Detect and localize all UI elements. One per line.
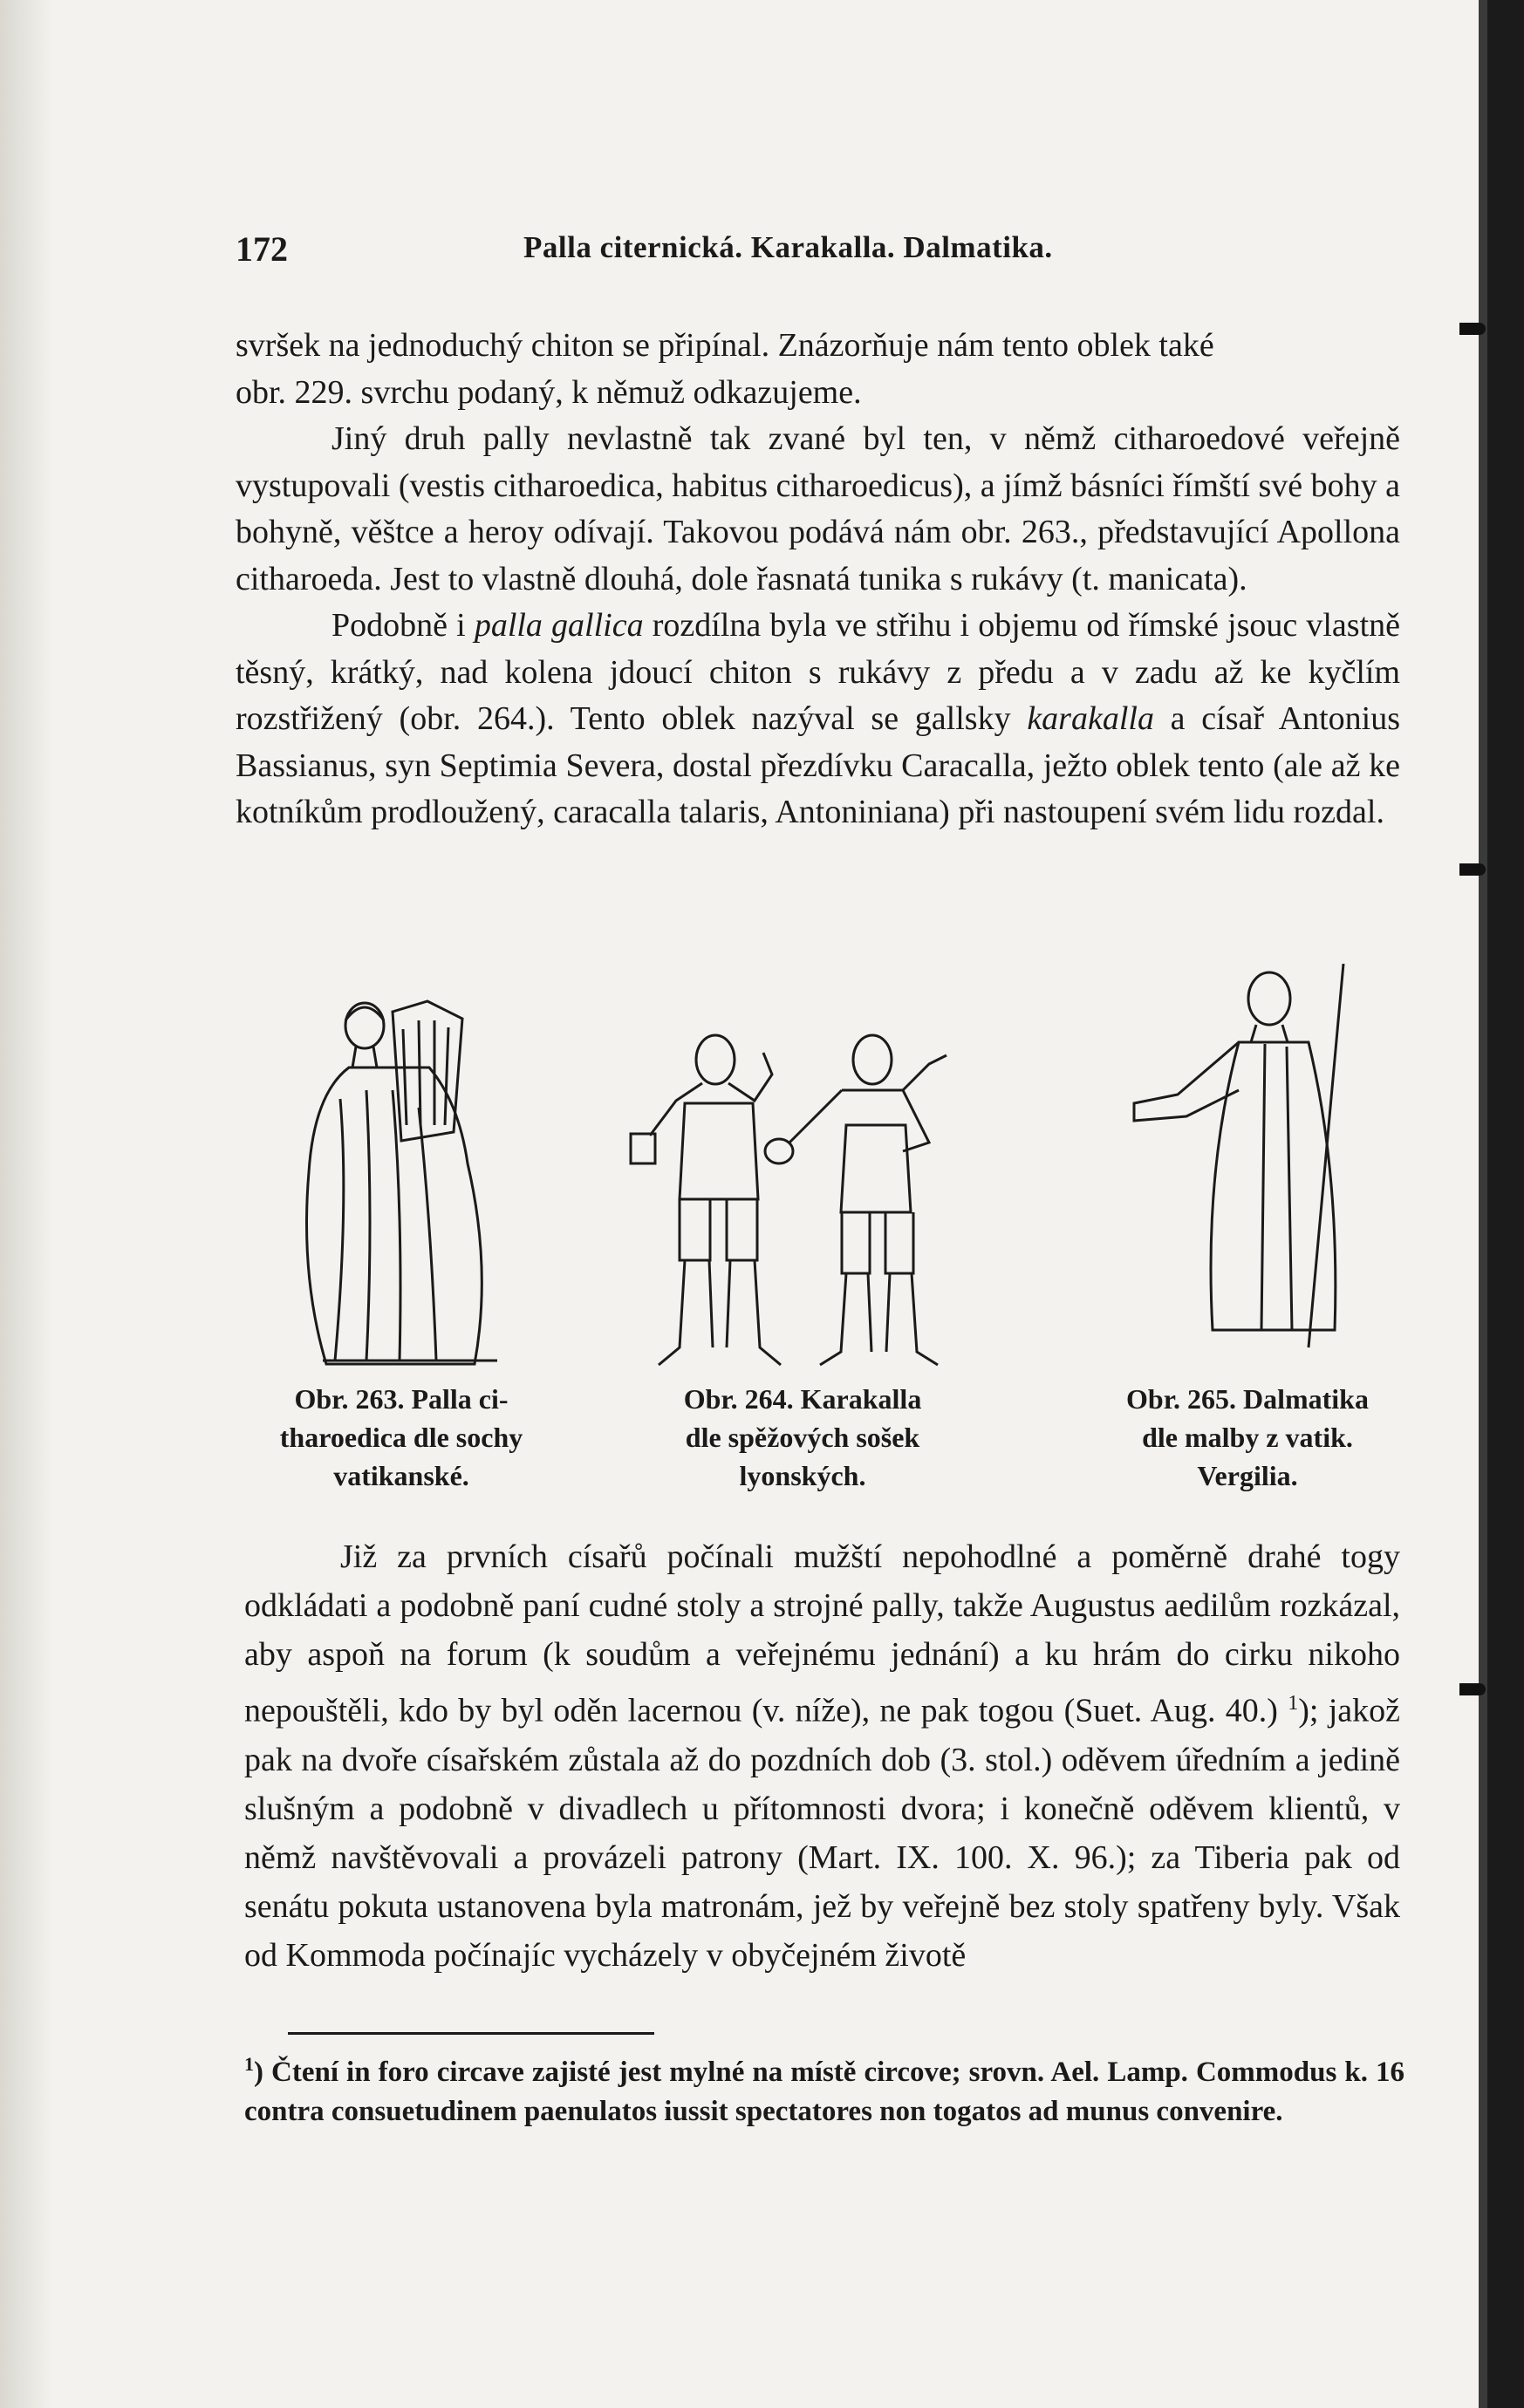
figure-265-illustration xyxy=(1125,964,1370,1365)
caption-line: tharoedica dle sochy xyxy=(279,1422,523,1453)
footnote-reference: 1 xyxy=(1288,1692,1299,1715)
figure-264-illustration xyxy=(624,1020,964,1378)
figure-263-illustration xyxy=(288,994,497,1378)
paragraph-4 xyxy=(244,1532,1400,1980)
footnote-text: ) Čtení in foro circave zajisté jest mylné na místě circove; srovn. Ael. Lamp. Commodus k. 16 contra consuetudinem paenulatos iussit spectatores non togatos ad munus convenire. xyxy=(244,2057,1404,2127)
term-karakalla: karakalla xyxy=(1027,700,1154,737)
running-head: Palla citernická. Karakalla. Dalmatika. xyxy=(523,230,1053,264)
page-gutter-shadow xyxy=(0,0,52,2408)
paragraph-3-middle: rozdílna byla ve střihu i objemu od římské jsouc vlastně těsný, krátký, nad kolena jdoucí chiton s rukávy z předu a v zadu až ke kyčlím rozstřižený (obr. 264.). Tento oblek nazýval se gallsky xyxy=(236,607,1400,737)
caption-line: vatikanské. xyxy=(333,1460,469,1491)
caption-line: dle spěžových sošek xyxy=(685,1422,920,1453)
paragraph-4-part-b: ); jakož pak na dvoře císařském zůstala až do pozdních dob (3. stol.) oděvem úředním a jedině slušným a podobně v divadlech u přítomnosti dvora; i konečně oděvem klientů, v němž navštěvovali a provázeli patrony (Mart. IX. 100. X. 96.); za Tiberia pak od senátu pokuta ustanovena byla matronám, jež by veřejně bez stoly spatřeny byly. Však od Kommoda počínajíc vycházely v obyčejném životě xyxy=(244,1692,1400,1974)
dalmatika-drawing xyxy=(1125,964,1370,1365)
figure-264-caption xyxy=(646,1380,960,1495)
caption-line: dle malby z vatik. xyxy=(1142,1422,1353,1453)
footnote-rule xyxy=(288,2032,654,2035)
caption-line: Obr. 263. Palla ci- xyxy=(294,1383,509,1415)
footnote-marker: 1 xyxy=(244,2053,254,2075)
book-edge xyxy=(1479,0,1524,2408)
edge-clip xyxy=(1459,323,1486,335)
body-text-top xyxy=(236,323,1400,836)
figure-265-caption xyxy=(1090,1380,1404,1495)
paragraph-1-line-1: svršek na jednoduchý chiton se připínal. Znázorňuje nám tento oblek také xyxy=(236,327,1214,364)
caption-line: lyonských. xyxy=(739,1460,866,1491)
paragraph-4-part-a: Již za prvních císařů počínali mužští nepohodlné a poměrně drahé togy odkládati a podobně paní cudné stoly a strojné pally, takže Augustus aedilům rozkázal, aby aspoň na forum (k soudům a veřejnému jednání) a ku hrám do cirku nikoho nepouštěli, kdo by byl oděn lacernou (v. níže), ne pak togou (Suet. Aug. 40.) xyxy=(244,1538,1400,1729)
caption-line: Obr. 265. Dalmatika xyxy=(1126,1383,1369,1415)
caption-line: Obr. 264. Karakalla xyxy=(683,1383,922,1415)
edge-clip xyxy=(1459,1683,1486,1695)
karakalla-statuettes-drawing xyxy=(624,1020,964,1378)
caption-line: Vergilia. xyxy=(1197,1460,1298,1491)
paragraph-1-line-2: obr. 229. svrchu podaný, k němuž odkazujeme. xyxy=(236,373,862,411)
paragraph-2: Jiný druh pally nevlastně tak zvané byl ten, v němž citharoedové veřejně vystupovali (vestis citharoedica, habitus citharoedicus), a jímž básníci římští své bohy a bohyně, věštce a heroy odívají. Takovou podává nám obr. 263., představující Apollona citharoeda. Jest to vlastně dlouhá, dole řasnatá tunika s rukávy (t. manicata). xyxy=(236,420,1400,597)
page-number: 172 xyxy=(236,229,288,269)
citharoedus-drawing xyxy=(288,994,497,1378)
footnote xyxy=(244,2044,1404,2132)
page-header xyxy=(236,229,1121,272)
paragraph-3 xyxy=(236,603,1400,836)
edge-clip xyxy=(1459,863,1486,876)
figure-263-caption xyxy=(244,1380,558,1495)
term-palla-gallica: palla gallica xyxy=(474,607,644,644)
paragraph-3-start: Podobně i xyxy=(331,607,475,644)
book-edge-strip xyxy=(1479,0,1487,2408)
paragraph-3-end: a císař Antonius Bassianus, syn Septimia Severa, dostal přezdívku Caracalla, ježto oblek tento (ale až ke kotníkům prodloužený, caracalla talaris, Antoniniana) při nastoupení svém lidu rozdal. xyxy=(236,700,1400,830)
body-text-bottom xyxy=(244,1532,1400,1980)
